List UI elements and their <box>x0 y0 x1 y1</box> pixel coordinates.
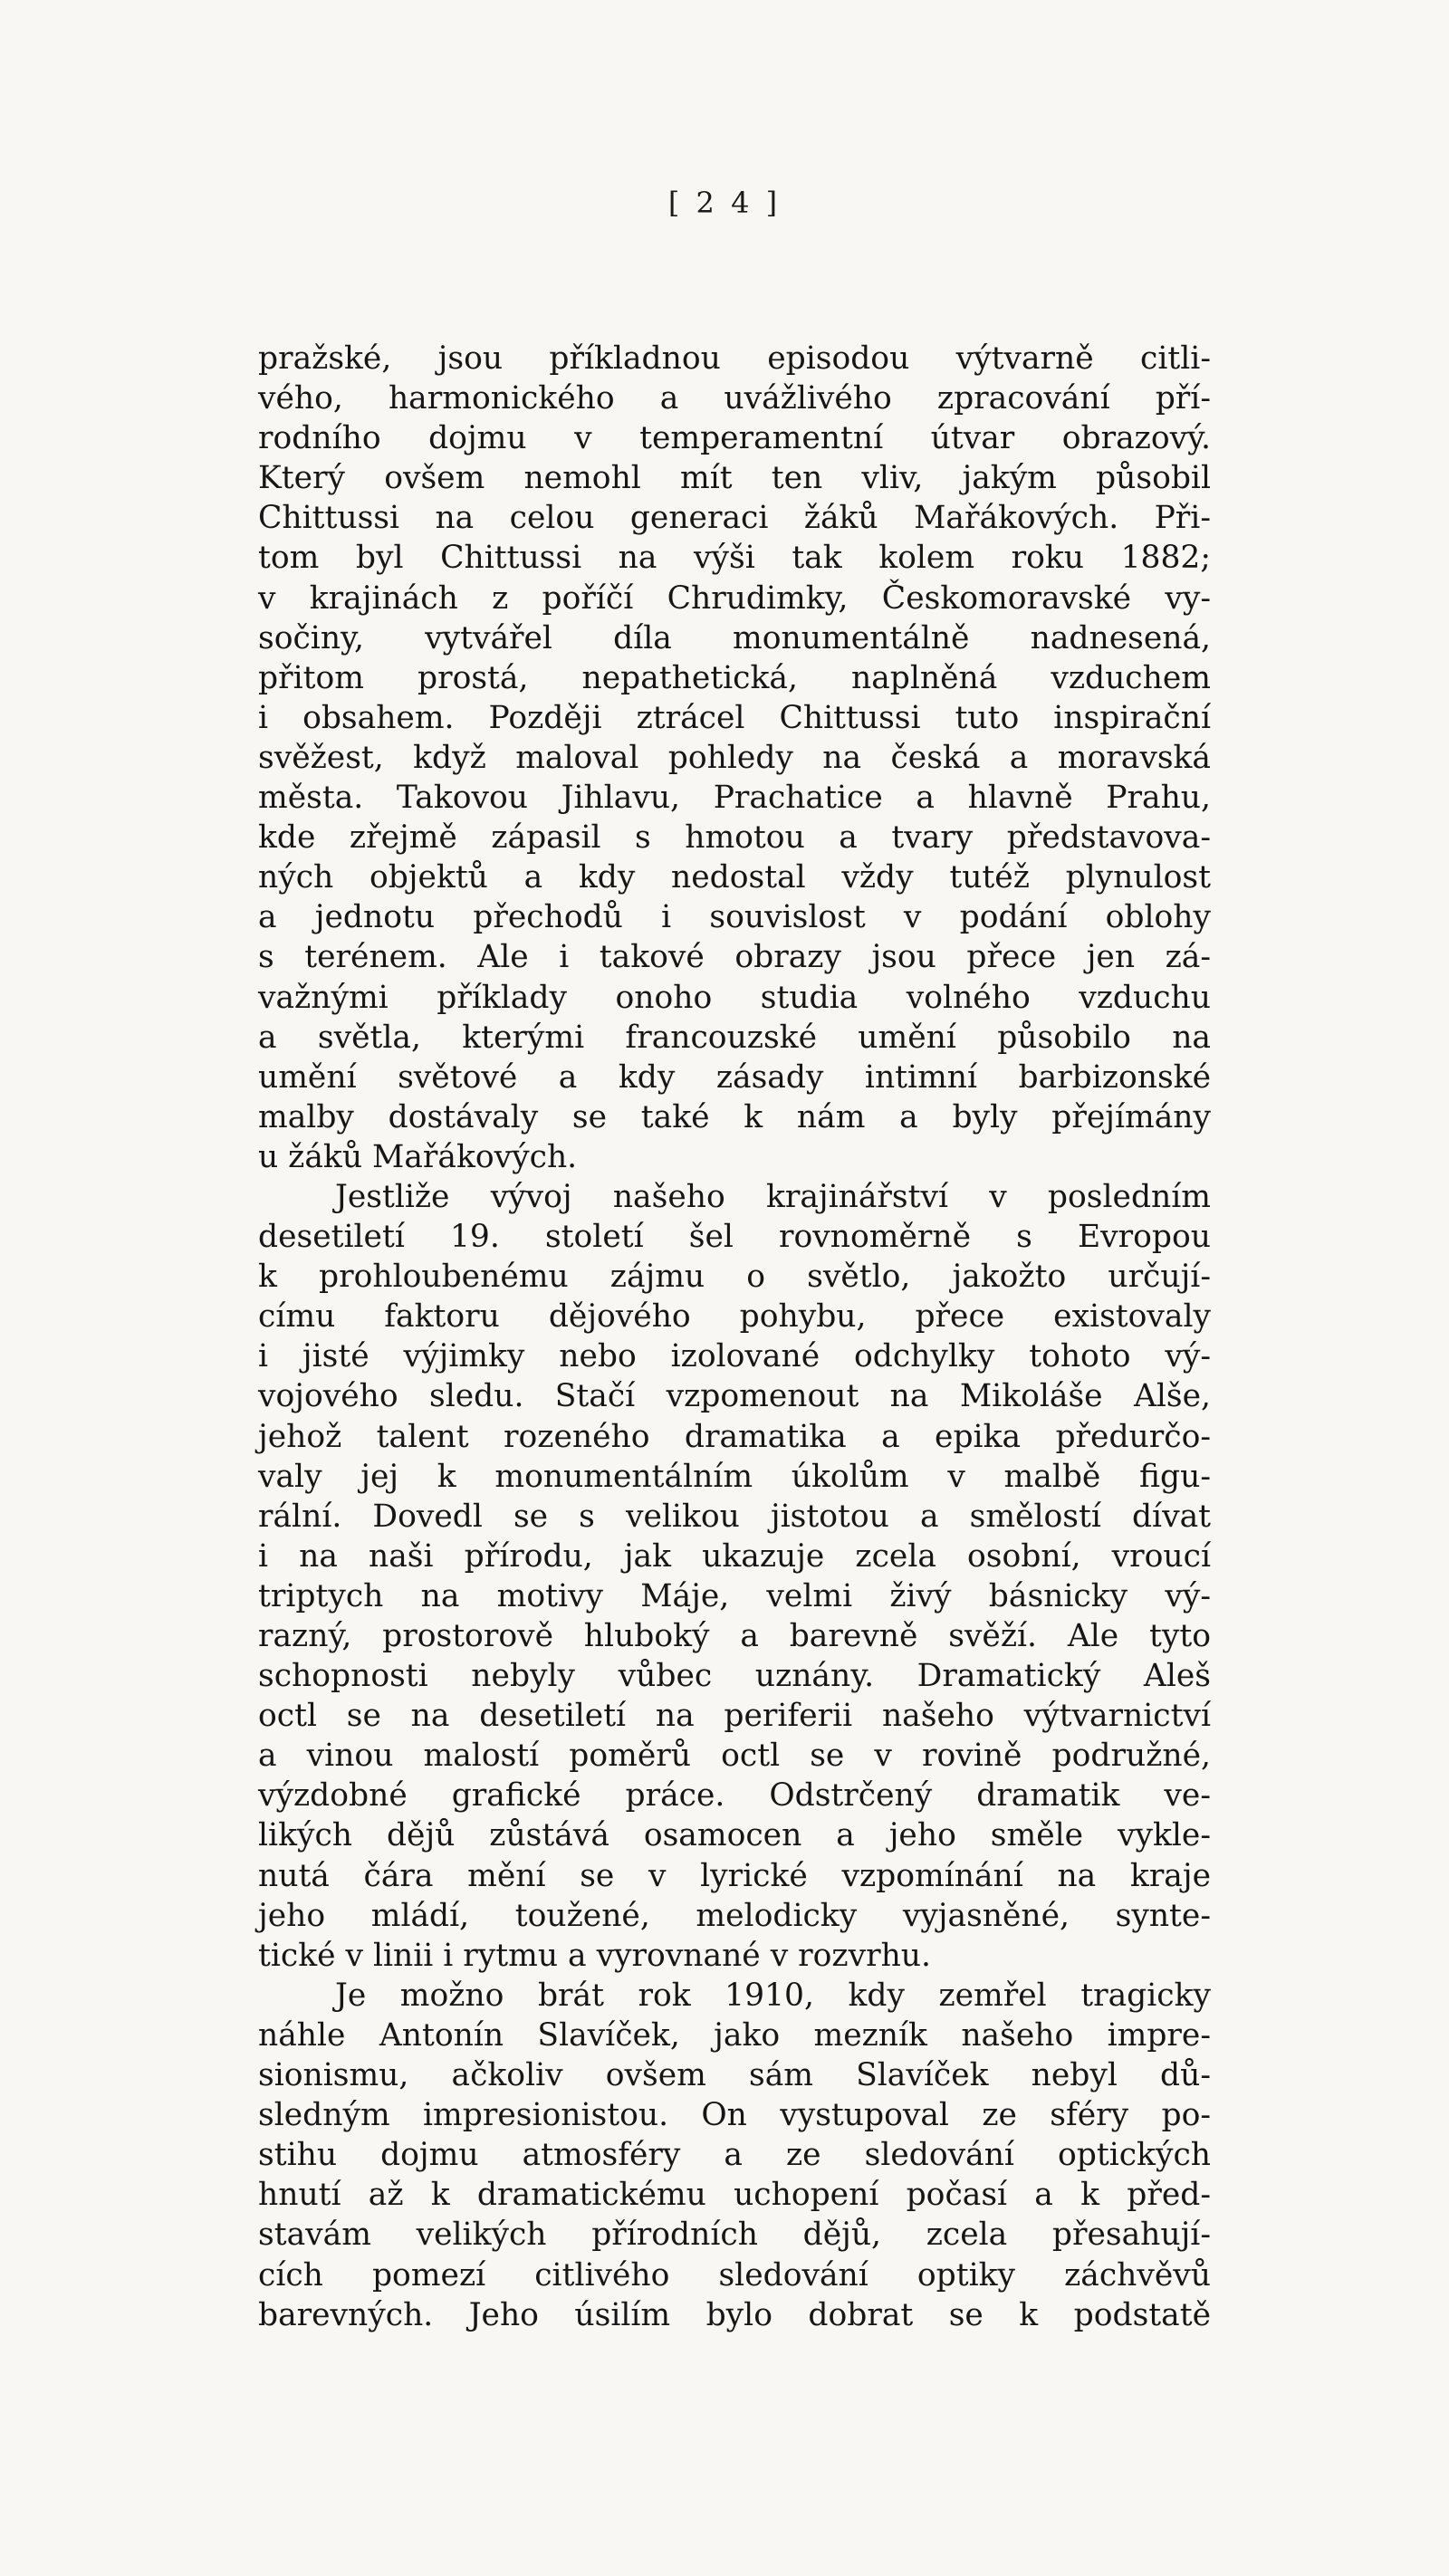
text-line: sionismu, ačkoliv ovšem sám Slavíček nebyl dů- <box>258 2057 1211 2094</box>
text-line: jeho mládí, toužené, melodicky vyjasněné, synte- <box>258 1897 1211 1934</box>
text-line: s terénem. Ale i takové obrazy jsou přece jen zá- <box>258 939 1211 976</box>
text-line: a světla, kterými francouzské umění působilo na <box>258 1019 1211 1056</box>
text-line: Jestliže vývoj našeho krajinářství v posledním <box>335 1178 1211 1215</box>
text-line: triptych na motivy Máje, velmi živý básnicky vý- <box>258 1577 1211 1614</box>
text-line: nutá čára mění se v lyrické vzpomínání na kraje <box>258 1857 1211 1894</box>
text-line: stihu dojmu atmosféry a ze sledování optických <box>258 2137 1211 2174</box>
text-line: vého, harmonického a uvážlivého zpracování pří- <box>258 380 1211 417</box>
text-line: címu faktoru dějového pohybu, přece existovaly <box>258 1298 1211 1336</box>
text-line: stavám velikých přírodních dějů, zcela přesahují- <box>258 2217 1211 2254</box>
text-line: Který ovšem nemohl mít ten vliv, jakým působil <box>258 460 1211 497</box>
text-line: svěžest, když maloval pohledy na česká a moravská <box>258 739 1211 776</box>
text-line: tom byl Chittussi na výši tak kolem roku 1882; <box>258 540 1211 577</box>
text-line: u žáků Mařákových. <box>258 1138 578 1175</box>
text-line: valy jej k monumentálním úkolům v malbě figu- <box>258 1458 1211 1495</box>
text-line: ných objektů a kdy nedostal vždy tutéž plynulost <box>258 859 1211 896</box>
text-line: likých dějů zůstává osamocen a jeho směle vykle- <box>258 1817 1211 1854</box>
body-text <box>258 339 1211 2335</box>
page-number: [ 2 4 ] <box>667 186 782 220</box>
text-line: octl se na desetiletí na periferii našeho výtvarnictví <box>258 1698 1211 1735</box>
text-line: pražské, jsou příkladnou episodou výtvarně citli- <box>258 340 1211 377</box>
text-line: i na naši přírodu, jak ukazuje zcela osobní, vroucí <box>258 1537 1211 1575</box>
text-line: umění světové a kdy zásady intimní barbizonské <box>258 1058 1211 1096</box>
text-line: v krajinách z poříčí Chrudimky, Českomoravské vy- <box>258 579 1211 617</box>
text-line: sledným impresionistou. On vystupoval ze sféry po- <box>258 2097 1211 2134</box>
text-line: rodního dojmu v temperamentní útvar obrazový. <box>258 420 1211 457</box>
text-line: malby dostávaly se také k nám a byly přejímány <box>258 1098 1211 1135</box>
text-line: razný, prostorově hluboký a barevně svěží. Ale tyto <box>258 1618 1211 1654</box>
text-line: rální. Dovedl se s velikou jistotou a smělostí dívat <box>258 1498 1211 1535</box>
text-line: kde zřejmě zápasil s hmotou a tvary představova- <box>258 819 1211 857</box>
text-line: náhle Antonín Slavíček, jako mezník našeho impre- <box>258 2016 1211 2054</box>
text-line: města. Takovou Jihlavu, Prachatice a hlavně Prahu, <box>258 780 1211 817</box>
text-line: Je možno brát rok 1910, kdy zemřel tragicky <box>335 1977 1211 2014</box>
text-line: tické v linii i rytmu a vyrovnané v rozvrhu. <box>258 1937 931 1974</box>
text-line: cích pomezí citlivého sledování optiky záchvěvů <box>258 2256 1211 2294</box>
text-line: výzdobné grafické práce. Odstrčený dramatik ve- <box>258 1777 1211 1815</box>
text-line: i obsahem. Později ztrácel Chittussi tuto inspirační <box>258 699 1211 736</box>
text-line: a jednotu přechodů i souvislost v podání oblohy <box>258 899 1211 936</box>
text-line: barevných. Jeho úsilím bylo dobrat se k podstatě <box>258 2296 1211 2333</box>
text-line: i jisté výjimky nebo izolované odchylky tohoto vý- <box>258 1338 1211 1375</box>
text-line: a vinou malostí poměrů octl se v rovině podružné, <box>258 1738 1211 1775</box>
text-line: k prohloubenému zájmu o světlo, jakožto určují- <box>258 1259 1211 1296</box>
text-line: hnutí až k dramatickému uchopení počasí a k před- <box>258 2177 1211 2214</box>
text-line: sočiny, vytvářel díla monumentálně nadnesená, <box>258 619 1211 656</box>
text-line: desetiletí 19. století šel rovnoměrně s Evropou <box>258 1219 1211 1256</box>
text-line: přitom prostá, nepathetická, naplněná vzduchem <box>258 659 1211 696</box>
text-line: schopnosti nebyly vůbec uznány. Dramatický Aleš <box>258 1658 1211 1695</box>
text-line: Chittussi na celou generaci žáků Mařákových. Při- <box>258 500 1211 537</box>
text-line: vojového sledu. Stačí vzpomenout na Mikoláše Alše, <box>258 1378 1211 1415</box>
text-line: jehož talent rozeného dramatika a epika předurčo- <box>258 1418 1211 1455</box>
text-line: važnými příklady onoho studia volného vzduchu <box>258 979 1211 1016</box>
